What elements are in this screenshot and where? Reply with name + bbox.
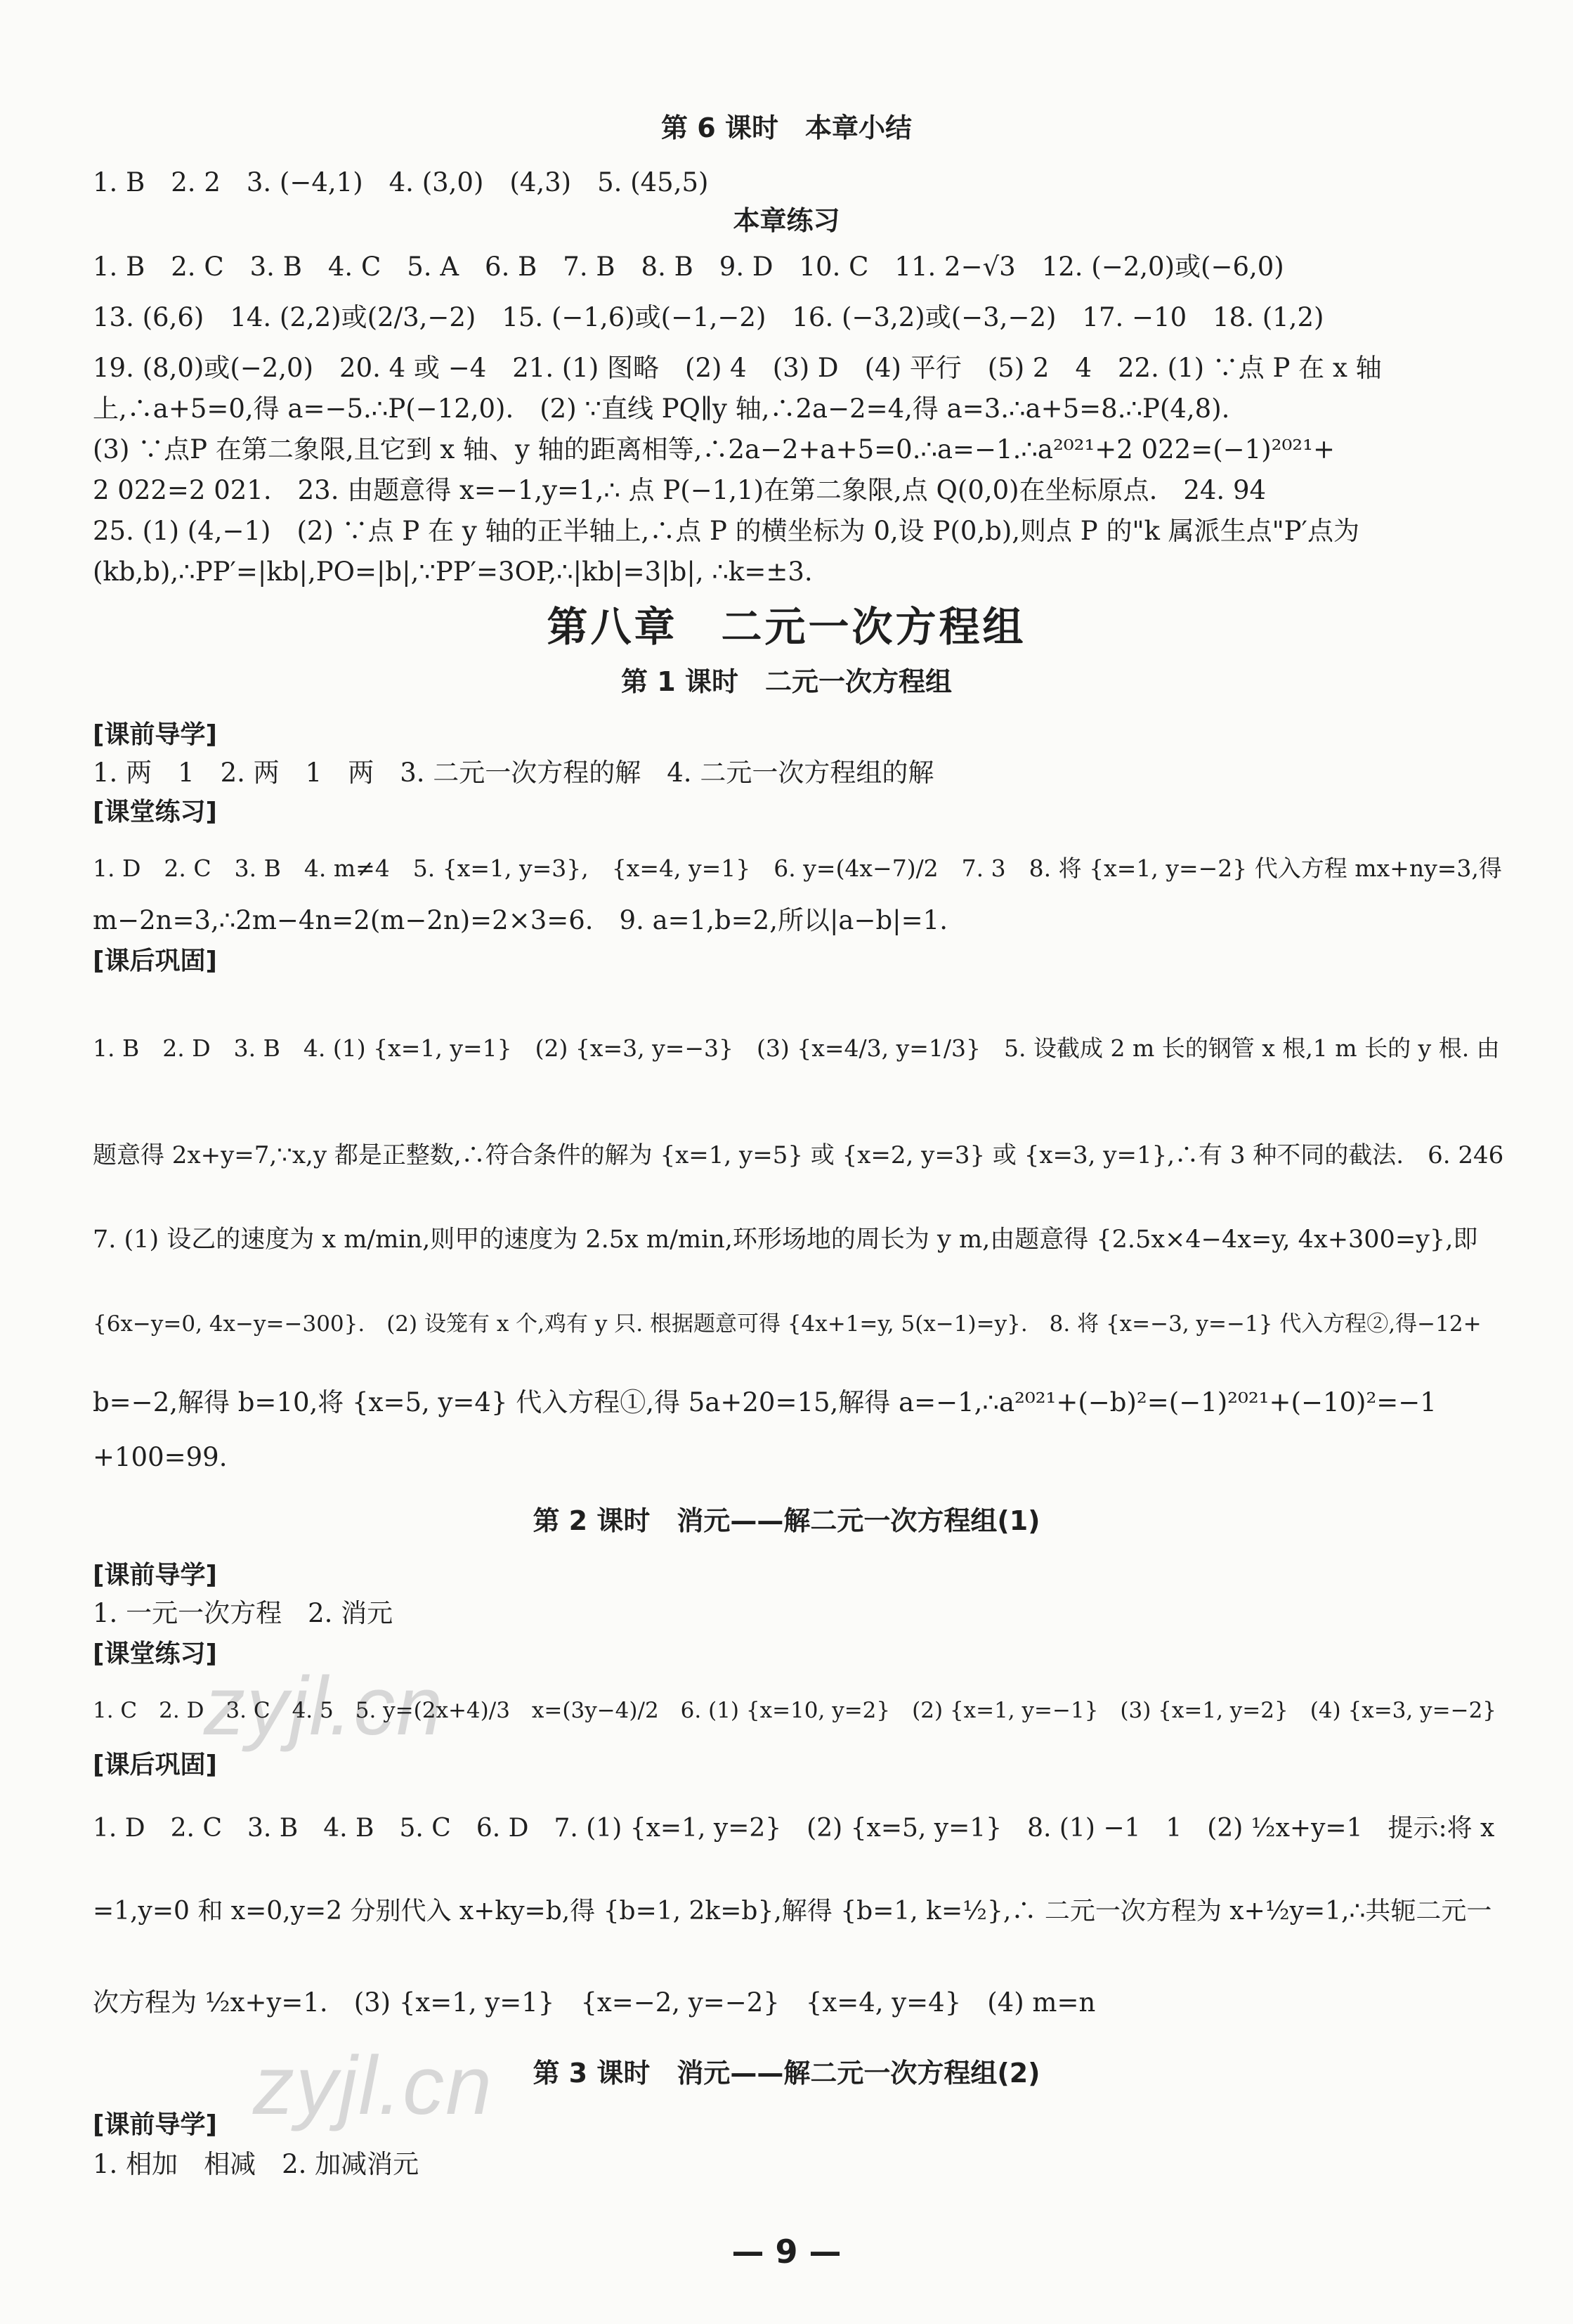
answer-line: 上,∴a+5=0,得 a=−5.∴P(−12,0). (2) ∵直线 PQ∥y 轴,∴2a−2=4,得 a=3.∴a+5=8.∴P(4,8). <box>93 394 1230 424</box>
section-title: 第 2 课时 消元——解二元一次方程组(1) <box>533 1505 1040 1536</box>
answer-line: 题意得 2x+y=7,∵x,y 都是正整数,∴符合条件的解为 {x=1, y=5} 或 {x=2, y=3} 或 {x=3, y=1},∴有 3 种不同的截法. 6. 246 <box>93 1141 1504 1169</box>
answer-line: (3) ∵点P 在第二象限,且它到 x 轴、y 轴的距离相等,∴2a−2+a+5=0.∴a=−1.∴a²⁰²¹+2 022=(−1)²⁰²¹+ <box>93 434 1335 465</box>
answer-line: 1. B 2. D 3. B 4. (1) {x=1, y=1} (2) {x=3, y=−3} (3) {x=4/3, y=1/3} 5. 设截成 2 m 长的钢管 x 根,1 m 长的 y 根. 由 <box>93 1034 1500 1062</box>
subsection-label: [课后巩固] <box>93 1751 217 1779</box>
answer-line: 19. (8,0)或(−2,0) 20. 4 或 −4 21. (1) 图略 (2) 4 (3) D (4) 平行 (5) 2 4 22. (1) ∵点 P 在 x 轴 <box>93 353 1382 383</box>
subsection-label: [课前导学] <box>93 720 217 749</box>
watermark: zyjl.cn <box>253 2039 493 2132</box>
chapter-title: 第八章 二元一次方程组 <box>547 603 1026 651</box>
section-title: 第 1 课时 二元一次方程组 <box>621 666 952 697</box>
subsection-label: [课后巩固] <box>93 947 217 975</box>
subsection-label: [课堂练习] <box>93 1640 217 1668</box>
section-title: 第 3 课时 消元——解二元一次方程组(2) <box>533 2058 1040 2089</box>
answer-line: m−2n=3,∴2m−4n=2(m−2n)=2×3=6. 9. a=1,b=2,所以|a−b|=1. <box>93 905 948 935</box>
answer-line: 25. (1) (4,−1) (2) ∵点 P 在 y 轴的正半轴上,∴点 P 的横坐标为 0,设 P(0,b),则点 P 的"k 属派生点"P′点为 <box>93 516 1359 546</box>
answer-line: +100=99. <box>93 1442 228 1472</box>
answer-line: 1. D 2. C 3. B 4. m≠4 5. {x=1, y=3}, {x=4, y=1} 6. y=(4x−7)/2 7. 3 8. 将 {x=1, y=−2} 代入方程 mx+ny=3,得 <box>93 855 1502 882</box>
watermark: zyjl.cn <box>204 1660 444 1753</box>
answer-line: 1. 两 1 2. 两 1 两 3. 二元一次方程的解 4. 二元一次方程组的解 <box>93 758 934 788</box>
subsection-label: [课前导学] <box>93 1561 217 1590</box>
answer-line: 1. C 2. D 3. C 4. 5 5. y=(2x+4)/3 x=(3y−4)/2 6. (1) {x=10, y=2} (2) {x=1, y=−1} (3) {x=1, y=2} (4) {x=3, y=−2} <box>93 1698 1497 1723</box>
answer-line: {6x−y=0, 4x−y=−300}. (2) 设笼有 x 个,鸡有 y 只. 根据题意可得 {4x+1=y, 5(x−1)=y}. 8. 将 {x=−3, y=−1} 代入方程②,得−12+ <box>93 1311 1482 1337</box>
answer-line: 2 022=2 021. 23. 由题意得 x=−1,y=1,∴ 点 P(−1,1)在第二象限,点 Q(0,0)在坐标原点. 24. 94 <box>93 475 1267 505</box>
answer-line: 1. D 2. C 3. B 4. B 5. C 6. D 7. (1) {x=1, y=2} (2) {x=5, y=1} 8. (1) −1 1 (2) ½x+y=1 提示:将 x <box>93 1814 1495 1843</box>
answer-line: b=−2,解得 b=10,将 {x=5, y=4} 代入方程①,得 5a+20=15,解得 a=−1,∴a²⁰²¹+(−b)²=(−1)²⁰²¹+(−10)²=−1 <box>93 1387 1437 1417</box>
answer-line: 7. (1) 设乙的速度为 x m/min,则甲的速度为 2.5x m/min,环形场地的周长为 y m,由题意得 {2.5x×4−4x=y, 4x+300=y},即 <box>93 1226 1478 1254</box>
answer-line: 1. B 2. C 3. B 4. C 5. A 6. B 7. B 8. B 9. D 10. C 11. 2−√3 12. (−2,0)或(−6,0) <box>93 252 1284 282</box>
answer-line: 13. (6,6) 14. (2,2)或(2/3,−2) 15. (−1,6)或(−1,−2) 16. (−3,2)或(−3,−2) 17. −10 18. (1,2) <box>93 302 1324 332</box>
section-title: 第 6 课时 本章小结 <box>661 112 912 143</box>
answer-line: 1. 一元一次方程 2. 消元 <box>93 1598 393 1628</box>
answer-line: 1. 相加 相减 2. 加减消元 <box>93 2149 419 2179</box>
answer-line: (kb,b),∴PP′=|kb|,PO=|b|,∵PP′=3OP,∴|kb|=3|b|, ∴k=±3. <box>93 557 813 587</box>
answer-line: 次方程为 ½x+y=1. (3) {x=1, y=1} {x=−2, y=−2} {x=4, y=4} (4) m=n <box>93 1987 1096 2018</box>
subsection-label: [课前导学] <box>93 2110 217 2139</box>
page-number: — 9 — <box>731 2233 842 2271</box>
answer-line: 1. B 2. 2 3. (−4,1) 4. (3,0) (4,3) 5. (45,5) <box>93 167 709 197</box>
answer-line: =1,y=0 和 x=0,y=2 分别代入 x+ky=b,得 {b=1, 2k=b},解得 {b=1, k=½},∴ 二元一次方程为 x+½y=1,∴共轭二元一 <box>93 1897 1492 1926</box>
subsection-label: [课堂练习] <box>93 798 217 826</box>
section-title: 本章练习 <box>733 205 840 236</box>
